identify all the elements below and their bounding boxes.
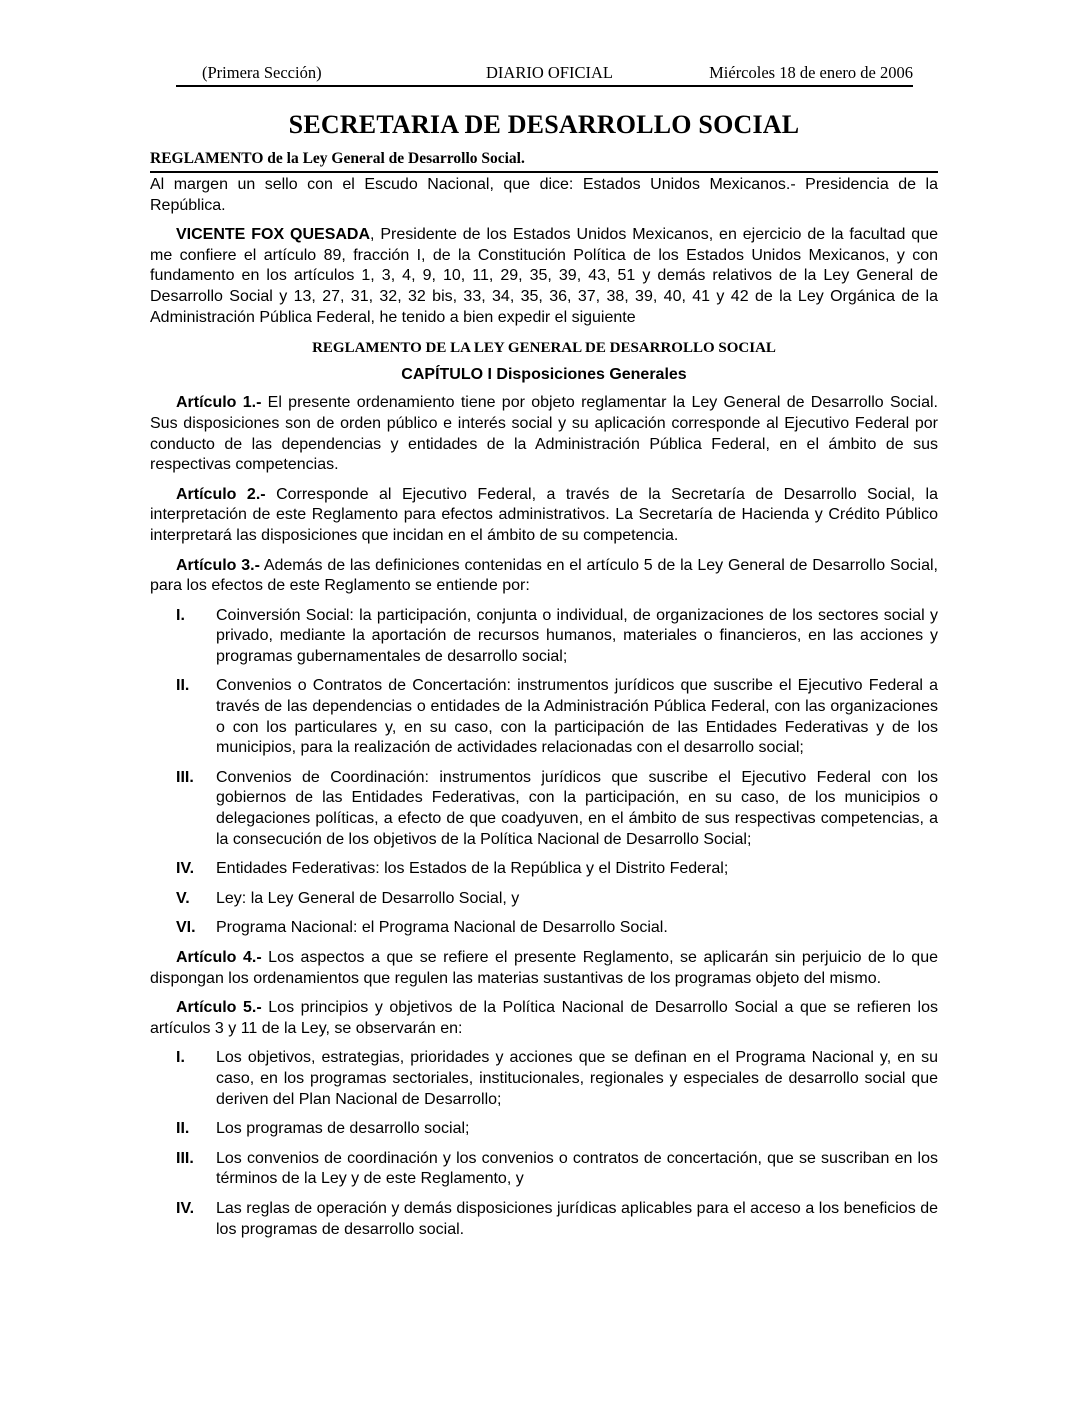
article-2-text: Corresponde al Ejecutivo Federal, a través de la Secretaría de Desarrollo Social, la interpretación de este Reglamento para efectos administrativos. La Secretaría de Hacienda y Crédito Público interpretará las disposiciones que incidan en el ámbito de su competencia. xyxy=(150,485,939,544)
item-number: II. xyxy=(176,677,190,695)
document-body xyxy=(150,175,938,1249)
item-text: Coinversión Social: la participación, conjunta o individual, de organizaciones de los sectores social y privado, mediante la aportación de recursos humanos, materiales o financieros, en las acciones y programas gubernamentales de desarrollo social; xyxy=(216,606,938,665)
item-text: Los convenios de coordinación y los convenios o contratos de concertación, que se suscriban en los términos de la Ley y de este Reglamento, y xyxy=(216,1149,938,1188)
article-3-item xyxy=(150,768,938,850)
article-4 xyxy=(150,948,938,989)
item-number: IV. xyxy=(176,860,195,878)
article-3-item xyxy=(150,859,938,880)
header-date: Miércoles 18 de enero de 2006 xyxy=(709,63,913,82)
page-header xyxy=(176,63,913,87)
article-1-text: El presente ordenamiento tiene por objeto reglamentar la Ley General de Desarrollo Social. Sus disposiciones son de orden público e interés social y su aplicación corresponde al Ejecutivo Federal por conducto de las dependencias y entidades de la Administración Pública Federal, en el ámbito de sus respectivas competencias. xyxy=(150,394,939,474)
item-text: Las reglas de operación y demás disposiciones jurídicas aplicables para el acceso a los beneficios de los programas de desarrollo social. xyxy=(216,1199,938,1238)
item-number: II. xyxy=(176,1120,190,1138)
reglamento-heading-rest: de la Ley General de Desarrollo Social. xyxy=(263,150,525,167)
reglamento-heading-bold: REGLAMENTO xyxy=(150,150,264,167)
article-5-text: Los principios y objetivos de la Política Nacional de Desarrollo Social a que se refieren los artículos 3 y 11 de la Ley, se observarán en: xyxy=(150,999,938,1037)
item-text: Entidades Federativas: los Estados de la República y el Distrito Federal; xyxy=(216,860,729,878)
article-5 xyxy=(150,998,938,1039)
item-text: Ley: la Ley General de Desarrollo Social, y xyxy=(216,889,520,907)
reglamento-rule xyxy=(150,171,938,173)
item-number: VI. xyxy=(176,919,196,937)
preamble-name: VICENTE FOX QUESADA xyxy=(176,226,371,244)
article-2-label: Artículo 2.- xyxy=(176,485,266,503)
article-4-text: Los aspectos a que se refiere el presente Reglamento, se aplicarán sin perjuicio de lo que dispongan los ordenamientos que regulen las materias sustantivas de los programas objeto del mismo. xyxy=(150,949,939,987)
article-3-item xyxy=(150,918,938,939)
article-3-item xyxy=(150,606,938,668)
header-rule xyxy=(176,85,913,87)
article-3-item xyxy=(150,889,938,910)
preamble-text: , Presidente de los Estados Unidos Mexicanos, en ejercicio de la facultad que me confiere el artículo 89, fracción I, de la Constitución Política de los Estados Unidos Mexicanos, y con fundamento en los artículos 1, 3, 4, 9, 10, 11, 29, 35, 39, 43, 51 y demás relativos de la Ley General de Desarrollo Social y 13, 27, 31, 32, 32 bis, 33, 34, 35, 36, 37, 38, 39, 40, 41 y 42 de la Ley Orgánica de la Administración Pública Federal, he tenido a bien expedir el siguiente xyxy=(150,226,938,326)
secretaria-title: SECRETARIA DE DESARROLLO SOCIAL xyxy=(288,110,800,139)
reglamento-heading xyxy=(150,150,938,168)
article-3 xyxy=(150,556,938,597)
article-3-item xyxy=(150,676,938,758)
item-number: V. xyxy=(176,889,190,907)
article-1-label: Artículo 1.- xyxy=(176,394,262,412)
header-publication: DIARIO OFICIAL xyxy=(486,63,613,82)
item-number: III. xyxy=(176,1149,194,1167)
item-text: Los objetivos, estrategias, prioridades y acciones que se definan en el Programa Nacional y, en su caso, en los programas sectoriales, institucionales, regionales y especiales de desarrollo social que deriven del Plan Nacional de Desarrollo; xyxy=(216,1049,938,1108)
article-5-item xyxy=(150,1119,938,1140)
item-number: I. xyxy=(176,1049,185,1067)
header-section: (Primera Sección) xyxy=(202,63,322,82)
margin-note: Al margen un sello con el Escudo Nacional, que dice: Estados Unidos Mexicanos.- Presidencia de la República. xyxy=(150,176,938,214)
article-2 xyxy=(150,485,938,547)
item-text: Convenios o Contratos de Concertación: instrumentos jurídicos que suscribe el Ejecutivo Federal a través de las dependencias o entidades de la Administración Pública Federal, con las organizaciones o con los particulares y, en su caso, con la participación de las Entidades Federativas y de los municipios, para la realización de actividades relacionadas con el desarrollo social; xyxy=(216,677,938,757)
item-number: IV. xyxy=(176,1199,195,1217)
item-number: III. xyxy=(176,768,194,786)
chapter-title: CAPÍTULO I Disposiciones Generales xyxy=(401,365,687,383)
item-number: I. xyxy=(176,606,185,624)
item-text: Programa Nacional: el Programa Nacional de Desarrollo Social. xyxy=(216,919,668,937)
article-5-item xyxy=(150,1199,938,1240)
doc-title: REGLAMENTO DE LA LEY GENERAL DE DESARROLLO SOCIAL xyxy=(312,340,776,357)
item-text: Los programas de desarrollo social; xyxy=(216,1120,470,1138)
article-4-label: Artículo 4.- xyxy=(176,949,262,966)
article-1 xyxy=(150,393,938,475)
article-5-item xyxy=(150,1048,938,1110)
article-5-item xyxy=(150,1149,938,1190)
preamble xyxy=(150,225,938,328)
article-5-label: Artículo 5.- xyxy=(176,999,262,1017)
article-3-label: Artículo 3.- xyxy=(176,556,260,574)
item-text: Convenios de Coordinación: instrumentos jurídicos que suscribe el Ejecutivo Federal con los gobiernos de las Entidades Federativas, con la participación, en su caso, de los municipios o delegaciones políticas, a efecto de que coadyuven, en el ámbito de sus respectivas competencias, a la consecución de los objetivos de la Política Nacional de Desarrollo Social; xyxy=(216,768,938,848)
article-3-text: Además de las definiciones contenidas en el artículo 5 de la Ley General de Desarrollo Social, para los efectos de este Reglamento se entiende por: xyxy=(150,556,938,595)
